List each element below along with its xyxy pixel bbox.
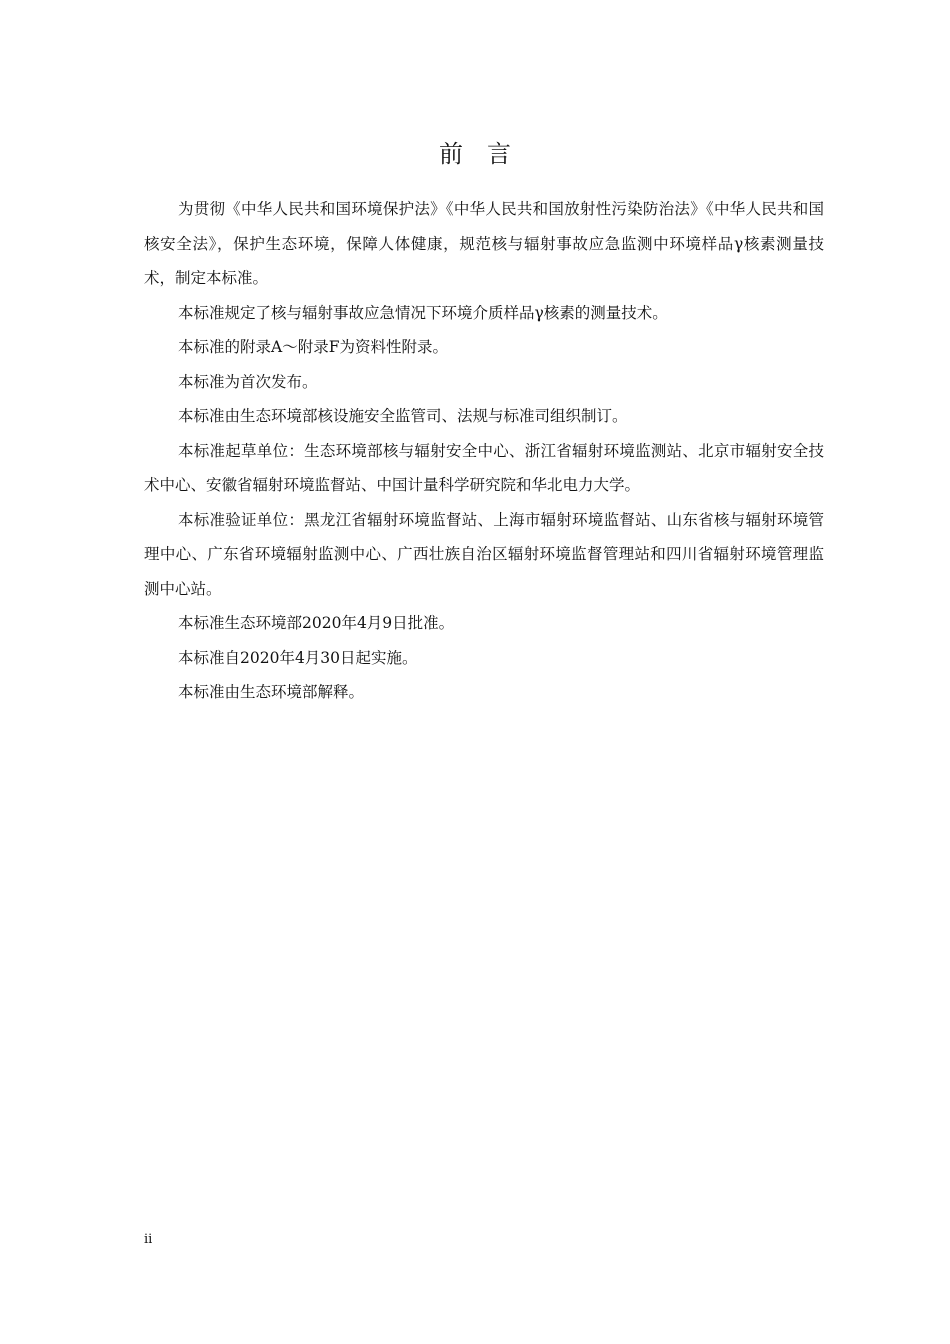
paragraph-appendix: 本标准的附录A～附录F为资料性附录。 — [178, 338, 448, 356]
paragraph-approval-date: 本标准生态环境部2020年4月9日批准。 — [178, 614, 455, 632]
paragraph-interpretation: 本标准由生态环境部解释。 — [178, 683, 365, 701]
paragraph-first-release: 本标准为首次发布。 — [178, 372, 318, 391]
page-number: ii — [144, 1232, 153, 1247]
paragraph-purpose: 为贯彻《中华人民共和国环境保护法》《中华人民共和国放射性污染防治法》《中华人民共和国核安全法》，保护生态环境，保障人体健康，规范核与辐射事故应急监测中环境样品γ核素测量技术，制定本标准。 — [144, 200, 824, 287]
foreword-body — [144, 192, 824, 710]
page-title: 前言 — [439, 140, 535, 168]
paragraph-scope: 本标准规定了核与辐射事故应急情况下环境介质样品γ核素的测量技术。 — [178, 303, 668, 322]
paragraph-organizer: 本标准由生态环境部核设施安全监管司、法规与标准司组织制订。 — [178, 407, 628, 425]
paragraph-verification-units: 本标准验证单位：黑龙江省辐射环境监督站、上海市辐射环境监督站、山东省核与辐射环境管理中心、广东省环境辐射监测中心、广西壮族自治区辐射环境监督管理站和四川省辐射环境管理监测中心站。 — [144, 510, 824, 598]
paragraph-effective-date: 本标准自2020年4月30日起实施。 — [178, 648, 418, 667]
paragraph-drafting-units: 本标准起草单位：生态环境部核与辐射安全中心、浙江省辐射环境监测站、北京市辐射安全技术中心、安徽省辐射环境监督站、中国计量科学研究院和华北电力大学。 — [144, 441, 824, 494]
